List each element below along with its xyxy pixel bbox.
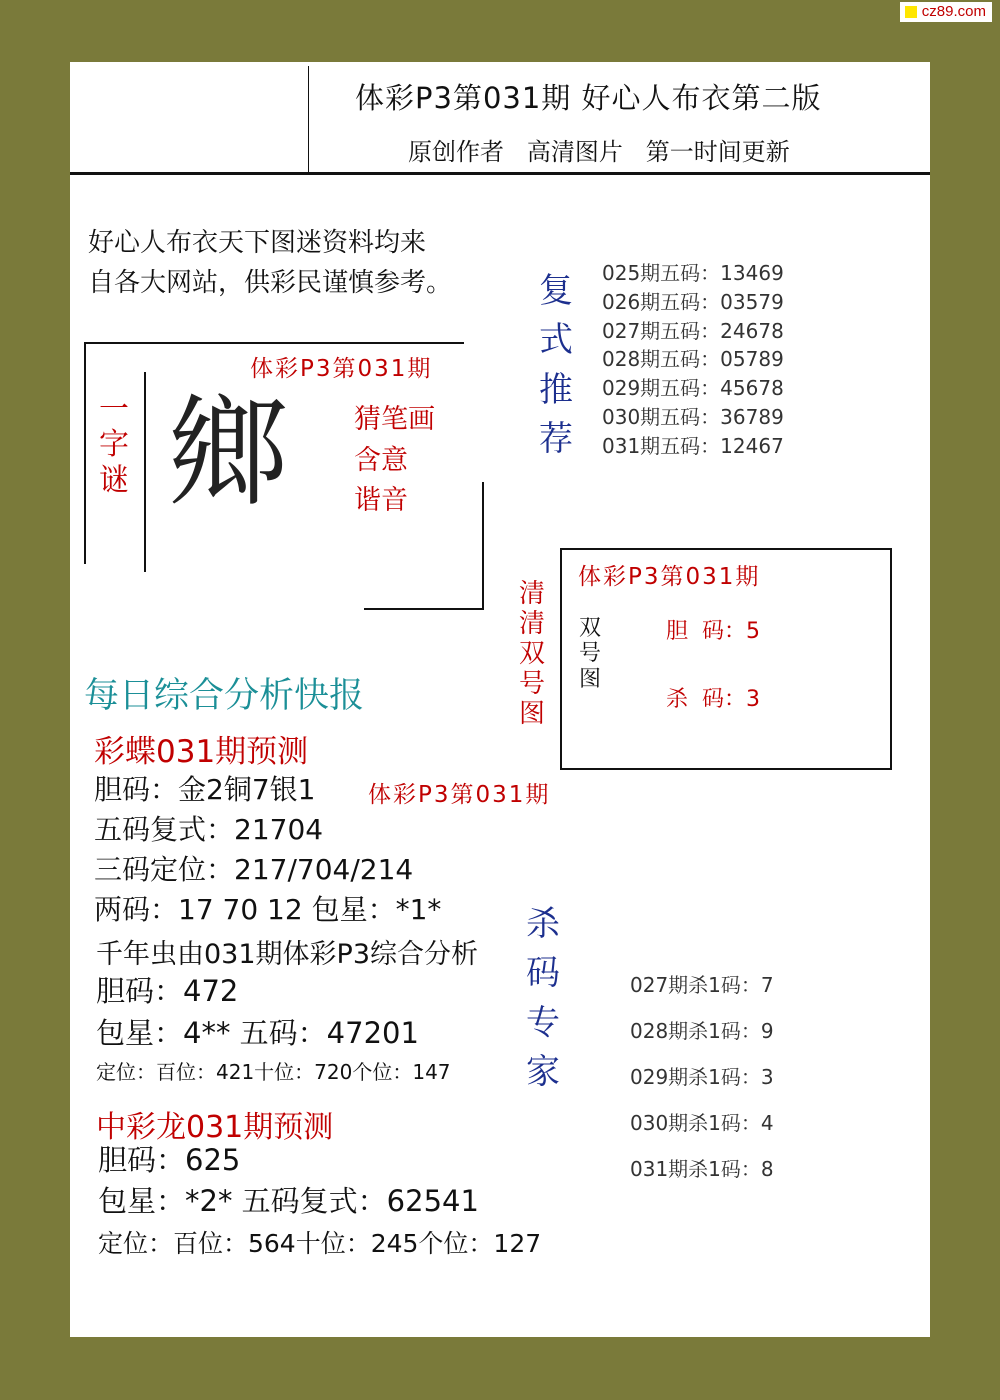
compound-item: 028期五码：05789 <box>602 347 784 372</box>
kill-item: 029期杀1码：3 <box>630 1065 774 1089</box>
riddle-box-inner-divider <box>144 372 146 572</box>
kill-item: 028期杀1码：9 <box>630 1019 774 1043</box>
riddle-side-label <box>96 392 132 498</box>
caidie-line: 胆码：金2铜7银1 <box>94 773 316 806</box>
riddle-box-right-border <box>482 482 484 610</box>
double-side-char: 清 <box>518 579 545 609</box>
double-side-char: 清 <box>518 608 545 639</box>
site-badge-text: cz89.com <box>921 3 986 20</box>
riddle-side-char: 字 <box>99 427 129 463</box>
kill-label-char: 杀 <box>526 904 560 944</box>
double-inner-char: 号 <box>578 641 601 667</box>
compound-label-char: 推 <box>539 369 573 410</box>
caidie-title: 彩蝶031期预测 <box>94 734 309 770</box>
qiannian-title: 千年虫由031期体彩P3综合分析 <box>96 939 478 970</box>
zhongcailong-lines <box>98 1140 479 1222</box>
double-chart-side-label <box>514 580 550 729</box>
header-divider-vertical <box>308 66 309 172</box>
riddle-character: 鄉 <box>168 384 288 523</box>
riddle-side-char: 谜 <box>99 462 129 498</box>
riddle-period-title: 体彩P3第031期 <box>250 356 433 382</box>
qiannian-line: 胆码：472 <box>96 974 239 1008</box>
badge-dot-icon <box>905 6 917 18</box>
compound-item: 029期五码：45678 <box>602 376 784 401</box>
riddle-box-bottom-border <box>364 608 484 610</box>
compound-item: 031期五码：12467 <box>602 433 784 458</box>
riddle-hint: 含意 <box>354 444 408 476</box>
qiannian-position: 定位：百位：421十位：720个位：147 <box>96 1060 451 1084</box>
compound-item: 026期五码：03579 <box>602 289 784 314</box>
kill-label-char: 码 <box>526 953 560 994</box>
zhongcailong-title: 中彩龙031期预测 <box>96 1110 334 1145</box>
kill-item: 030期杀1码：4 <box>630 1111 774 1135</box>
double-chart-inner-label <box>576 616 604 692</box>
riddle-hints <box>354 400 435 522</box>
qiannian-line: 包星：4** 五码：47201 <box>96 1016 419 1050</box>
compound-recommend-list <box>602 259 784 461</box>
kill-expert-list <box>630 962 774 1192</box>
compound-label-char: 荐 <box>539 418 573 459</box>
kill-item: 031期杀1码：8 <box>630 1157 774 1181</box>
daily-report-period-title: 体彩P3第031期 <box>368 782 551 808</box>
zhongcailong-line: 包星：*2* 五码复式：62541 <box>98 1184 479 1218</box>
riddle-box-top-border <box>84 342 464 344</box>
compound-label-char: 式 <box>539 320 573 361</box>
qiannian-lines <box>96 970 419 1054</box>
zhongcailong-line: 胆码：625 <box>98 1143 241 1177</box>
riddle-hint: 谐音 <box>354 485 408 516</box>
riddle-side-char: 一 <box>99 392 129 427</box>
double-chart-title: 体彩P3第031期 <box>578 564 761 590</box>
double-chart-box <box>560 548 892 770</box>
double-chart-sha-ma: 杀 码：3 <box>666 687 760 712</box>
daily-report-heading: 每日综合分析快报 <box>84 676 365 716</box>
kill-expert-label <box>520 900 566 1097</box>
caidie-line: 两码：17 70 12 包星：*1* <box>94 893 442 926</box>
site-badge[interactable] <box>900 2 992 22</box>
riddle-hint: 猜笔画 <box>354 404 435 435</box>
poster-sheet <box>70 62 930 1337</box>
kill-label-char: 专 <box>526 1002 560 1043</box>
compound-item: 030期五码：36789 <box>602 404 784 429</box>
double-side-char: 图 <box>518 698 545 729</box>
intro-line-1: 好心人布衣天下图迷资料均来 <box>88 228 427 258</box>
double-inner-char: 双 <box>578 616 601 641</box>
double-chart-dan-ma: 胆 码：5 <box>666 619 760 644</box>
header-divider-horizontal <box>70 172 930 175</box>
riddle-box <box>84 342 484 610</box>
compound-item: 027期五码：24678 <box>602 318 784 343</box>
compound-recommend-label <box>534 267 578 464</box>
compound-item: 025期五码：13469 <box>602 261 784 285</box>
compound-label-char: 复 <box>539 271 573 311</box>
riddle-box-left-border <box>84 342 86 564</box>
caidie-lines <box>94 770 441 930</box>
zhongcailong-position: 定位：百位：564十位：245个位：127 <box>98 1229 542 1258</box>
kill-item: 027期杀1码：7 <box>630 973 774 997</box>
double-side-char: 号 <box>518 668 545 699</box>
header-title: 体彩P3第031期 好心人布衣第二版 <box>355 81 822 115</box>
double-inner-char: 图 <box>578 666 601 692</box>
kill-label-char: 家 <box>526 1051 560 1092</box>
double-side-char: 双 <box>518 638 545 669</box>
header-subtitle: 原创作者 高清图片 第一时间更新 <box>408 138 790 166</box>
intro-line-2: 自各大网站，供彩民谨慎参考。 <box>88 268 453 298</box>
caidie-line: 三码定位：217/704/214 <box>94 853 414 886</box>
caidie-line: 五码复式：21704 <box>94 813 324 846</box>
